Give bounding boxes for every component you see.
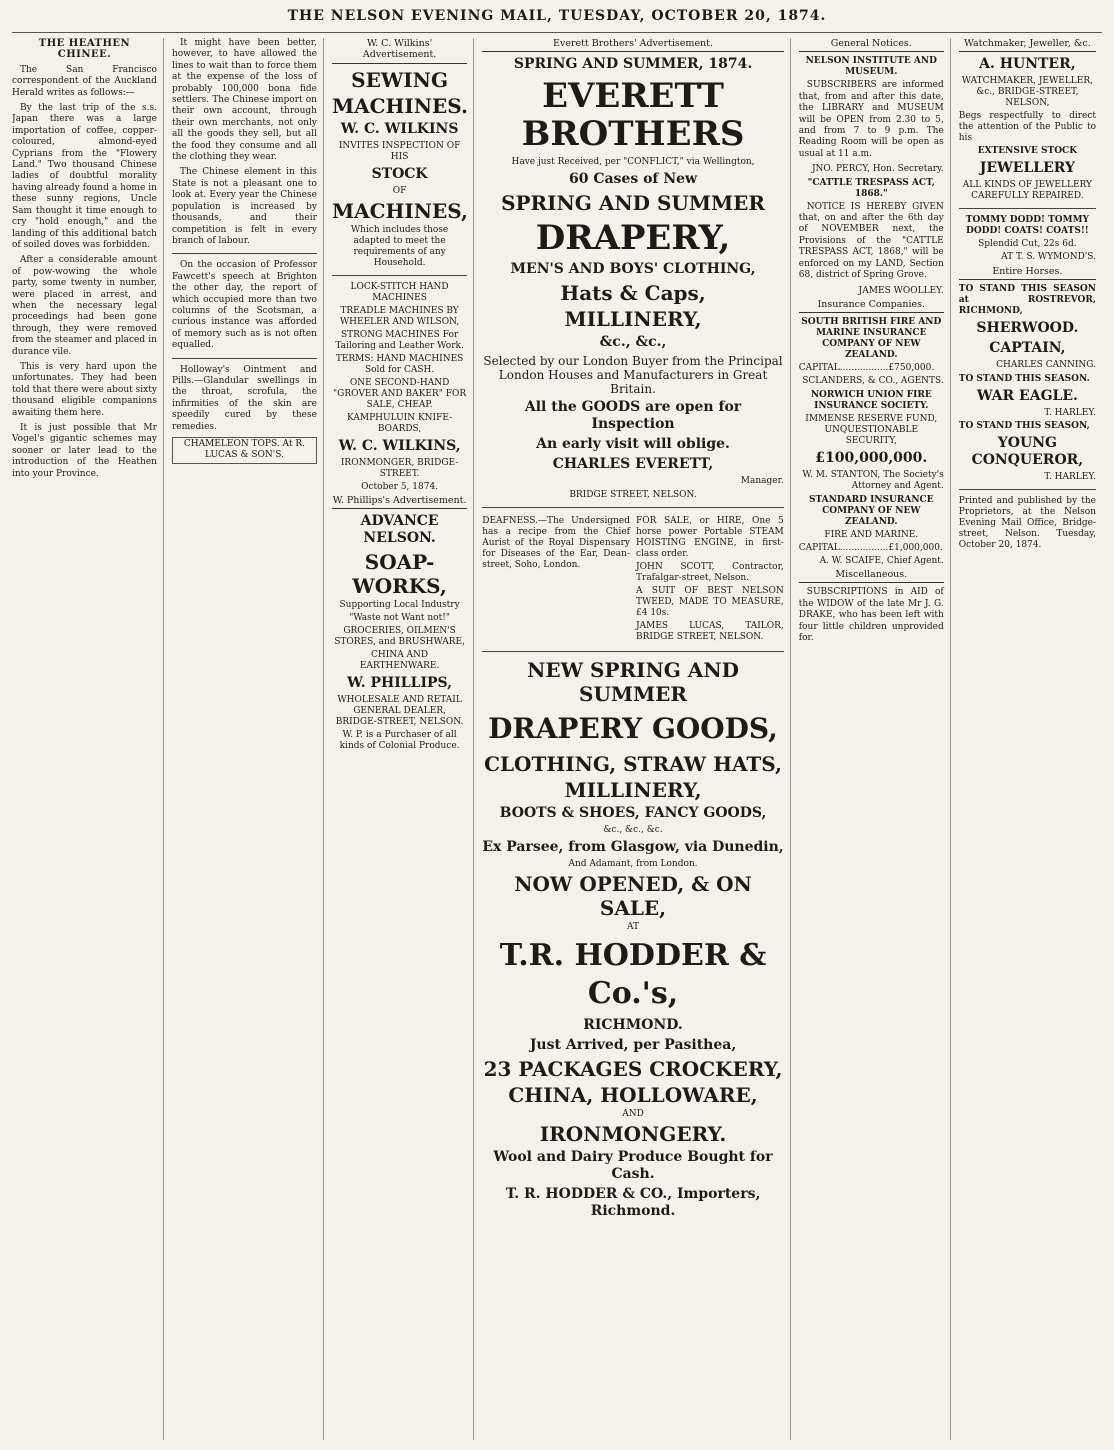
notice-signature: JAMES WOOLLEY.: [858, 285, 944, 296]
article-title: THE HEATHEN CHINEE.: [38, 38, 131, 61]
column-wilkins-phillips: [332, 38, 474, 1440]
ad-text: Wool and Dairy Produce Bought for Cash.: [493, 1148, 773, 1182]
ad-heading: TO STAND THIS SEASON.: [958, 373, 1090, 384]
ad-heading: JEWELLERY: [979, 160, 1075, 177]
ad-text: INVITES INSPECTION OF HIS: [338, 140, 461, 162]
notice-title: NELSON INSTITUTE AND MUSEUM.: [805, 56, 937, 78]
ad-heading: CHINA, HOLLOWARE,: [508, 1082, 758, 1107]
ad-text: Begs respectfully to direct the attention of the Public to his: [958, 111, 1096, 144]
ad-name: A. HUNTER,: [979, 56, 1076, 73]
ad-text: Have just Received, per "CONFLICT," via Wellington,: [511, 157, 755, 168]
ad-heading: 23 PACKAGES CROCKERY,: [483, 1056, 783, 1081]
notice-text: CAPITAL.................£750,000.: [798, 363, 935, 374]
article-paragraph: It is just possible that Mr Vogel's gigantic schemes may sooner or later lead to the introduction of the Heathen into your Province.: [12, 423, 157, 479]
notice-text: NOTICE IS HEREBY GIVEN that, on and after the 6th day of NOVEMBER next, the Provisions of the "CATTLE TRESPASS ACT, 1868," will be enforced on my LAND, Section 68, district of Spring Grove.: [798, 201, 944, 281]
ad-text: Ex Parsee, from Glasgow, via Dunedin,: [482, 838, 784, 855]
ad-heading: MEN'S AND BOYS' CLOTHING,: [510, 261, 756, 278]
ad-heading: RICHMOND.: [583, 1016, 683, 1033]
ad-text: AND: [622, 1108, 644, 1119]
notice-text: £100,000,000.: [815, 449, 928, 466]
ad-text: OF: [392, 185, 407, 196]
ad-text: JAMES LUCAS, TAILOR, BRIDGE STREET, NELSON.: [636, 620, 784, 642]
notice-title: NORWICH UNION FIRE INSURANCE SOCIETY.: [810, 389, 932, 411]
divider: [172, 358, 317, 359]
ad-text: Supporting Local Industry: [339, 600, 460, 611]
ad-text: "Waste not Want not!": [349, 613, 450, 624]
ad-heading: SOAP-WORKS,: [352, 550, 447, 599]
divider: [482, 507, 784, 508]
ad-text: Which includes those adapted to meet the requirements of any Household.: [350, 224, 449, 268]
ad-text: FOR SALE, or HIRE, One 5 horse power Portable STEAM HOISTING ENGINE, in first-class order.: [636, 515, 784, 559]
ad-heading: EXTENSIVE STOCK: [977, 146, 1078, 157]
ad-text: BRIDGE STREET, NELSON.: [569, 489, 697, 500]
ad-heading: NEW SPRING AND SUMMER: [527, 657, 739, 706]
article-paragraph: This is very hard upon the unfortunates. They had been told that there were about sixty thousand eligible companions awaiting them here.: [12, 361, 157, 418]
ad-heading: ADVANCE NELSON.: [360, 513, 439, 547]
ad-text: CHINA AND EARTHENWARE.: [359, 650, 440, 672]
ad-header: W. Phillips's Advertisement.: [332, 495, 467, 509]
notice-text: IMMENSE RESERVE FUND, UNQUESTIONABLE SECURITY,: [805, 413, 938, 446]
ad-text: &c., &c., &c.: [603, 824, 663, 835]
section-header: General Notices.: [799, 38, 944, 52]
ad-signature: Manager.: [740, 476, 784, 487]
ad-name: W. C. WILKINS: [340, 120, 459, 137]
section-header: Miscellaneous.: [799, 569, 944, 583]
ad-date: October 5, 1874.: [361, 481, 439, 492]
ad-heading: SPRING AND SUMMER: [501, 191, 765, 216]
ad-heading: MILLINERY,: [564, 777, 702, 802]
ad-heading: BOOTS & SHOES, FANCY GOODS,: [499, 804, 767, 821]
ad-text: GROCERIES, OILMEN'S STORES, and BRUSHWARE,: [334, 626, 465, 648]
article-paragraph: The Chinese element in this State is not a pleasant one to look at. Every year the Chinese population is increased by thousands, and their competition is felt in every branch of labour.: [171, 167, 317, 246]
footer-notice: CHAMELEON TOPS. At R. LUCAS & SON'S.: [172, 437, 317, 464]
ad-heading: STOCK: [371, 165, 428, 182]
ad-text: STRONG MACHINES For Tailoring and Leather Work.: [335, 329, 464, 351]
section-header: Entire Horses.: [959, 266, 1096, 280]
notice-signature: SCLANDERS, & CO., AGENTS.: [802, 376, 944, 387]
notice-title: "CATTLE TRESPASS ACT, 1868.": [807, 177, 935, 199]
section-header: Watchmaker, Jeweller, &c.: [959, 38, 1096, 52]
ad-heading: SPRING AND SUMMER, 1874.: [513, 56, 753, 73]
ad-text: &c., &c.,: [599, 334, 667, 351]
divider: [332, 275, 467, 276]
ad-heading: MACHINES.: [331, 93, 468, 118]
ad-text: ALL KINDS OF JEWELLERY CAREFULLY REPAIRED.: [962, 180, 1092, 202]
horse-name: CAPTAIN,: [989, 340, 1066, 357]
ad-name: W. C. WILKINS,: [338, 437, 461, 454]
ad-heading: EVERETT BROTHERS: [521, 76, 745, 155]
ad-text: All the GOODS are open for Inspection: [524, 399, 742, 433]
ad-text: AT: [627, 921, 640, 932]
section-header: Insurance Companies.: [799, 299, 944, 313]
horse-name: SHERWOOD.: [976, 320, 1079, 337]
article-paragraph: After a considerable amount of pow-wowing the whole party, some twenty in number, were placed in arrest, and when the necessary legal proceedings had been gone through, they were removed from the steamer and placed in durance vile.: [12, 255, 157, 357]
ad-text: DEAFNESS.—The Undersigned has a recipe from the Chief Aurist of the Royal Dispensary for Diseases of the Ear, Dean-street, Soho, London.: [482, 515, 631, 570]
ad-text: WHOLESALE AND RETAIL GENERAL DEALER, BRIDGE-STREET, NELSON.: [335, 695, 464, 728]
notice-title: SOUTH BRITISH FIRE AND MARINE INSURANCE COMPANY OF NEW ZEALAND.: [801, 317, 942, 361]
horse-name: WAR EAGLE.: [976, 387, 1078, 404]
ad-heading: DRAPERY GOODS,: [488, 711, 778, 745]
ad-text: Splendid Cut, 22s 6d.: [978, 239, 1077, 250]
notice-text: SUBSCRIBERS are informed that, from and after this date, the LIBRARY and MUSEUM will be OPEN from 2.30 to 5, and from 7 to 9 p.m. The Reading Room will be open as usual at 11 a.m.: [798, 80, 944, 159]
ad-text: Just Arrived, per Pasithea,: [529, 1036, 737, 1053]
ad-text: Selected by our London Buyer from the Principal London Houses and Manufacturers in Great Britain.: [483, 354, 783, 397]
notice-title: STANDARD INSURANCE COMPANY OF NEW ZEALAND.: [808, 494, 934, 527]
column-heathen-chinee: [12, 38, 164, 1440]
notice-signature: JNO. PERCY, Hon. Secretary.: [811, 164, 944, 175]
ad-heading: NOW OPENED, & ON SALE,: [514, 871, 752, 920]
imprint: Printed and published by the Proprietors, at the Nelson Evening Mail Office, Bridge-street, Nelson. Tuesday, October 20, 1874.: [958, 496, 1096, 551]
ad-text: LOCK-STITCH HAND MACHINES: [350, 281, 449, 303]
ad-text: TERMS: HAND MACHINES Sold for CASH.: [335, 353, 464, 375]
ad-heading: MACHINES,: [331, 198, 468, 223]
ad-name: CHARLES EVERETT,: [552, 456, 714, 473]
column-general-notices: [799, 38, 951, 1440]
ad-text: TREADLE MACHINES BY WHEELER AND WILSON,: [339, 305, 460, 327]
horse-name: YOUNG CONQUEROR,: [971, 435, 1084, 469]
ad-text: A SUIT OF BEST NELSON TWEED, MADE TO MEASURE, £4 10s.: [636, 585, 784, 618]
ad-signature: CHARLES CANNING.: [996, 360, 1096, 371]
ad-heading: MILLINERY,: [564, 307, 702, 332]
article-paragraph: It might have been better, however, to have allowed the lines to wait than to force them at the expense of the loss of probably 100,000 bona fide settlers. The Chinese import on their own account, through their own merchants, not only all the goods they sell, but all the food they consume and all the clothing they wear.: [171, 38, 317, 163]
ad-text: IRONMONGER, BRIDGE-STREET.: [340, 457, 459, 479]
ad-text: KAMPHULUIN KNIFE-BOARDS,: [347, 412, 453, 434]
ad-heading: DRAPERY,: [535, 218, 731, 259]
ad-text: An early visit will oblige.: [536, 436, 730, 453]
ad-heading: TOMMY DODD! TOMMY DODD! COATS! COATS!!: [965, 215, 1089, 237]
ad-text: WATCHMAKER, JEWELLER, &c., BRIDGE-STREET, NELSON,: [961, 76, 1093, 109]
ad-heading: TO STAND THIS SEASON at ROSTREVOR, RICHMOND,: [958, 284, 1096, 317]
divider: [482, 651, 784, 652]
ad-text: ONE SECOND-HAND "GROVER AND BAKER" FOR SALE, CHEAP.: [333, 377, 467, 410]
article-paragraph: Holloway's Ointment and Pills.—Glandular swellings in the throat, scrofula, the infirmities of the skin are speedily cured by these remedies.: [171, 364, 317, 432]
article-paragraph: On the occasion of Professor Fawcett's speech at Brighton the other day, the report of which occupied more than two columns of the Scotsman, a curious instance was afforded of memory such as is not often equalled.: [171, 260, 317, 351]
notice-text: SUBSCRIPTIONS in AID of the WIDOW of the late Mr J. G. DRAKE, who has been left with four little children unprovided for.: [798, 587, 944, 643]
column-everett-hodder: [482, 38, 791, 1440]
notice-text: CAPITAL.................£1,000,000.: [798, 542, 943, 553]
ad-heading: T.R. HODDER & Co.'s,: [499, 937, 767, 1011]
notice-signature: W. M. STANTON, The Society's Attorney and Agent.: [802, 469, 944, 492]
ad-text: W. P. is a Purchaser of all kinds of Colonial Produce.: [339, 730, 460, 752]
divider: [959, 208, 1096, 209]
ad-name: W. PHILLIPS,: [347, 675, 453, 692]
ad-heading: CLOTHING, STRAW HATS,: [484, 751, 782, 776]
article-intro: The San Francisco correspondent of the Auckland Herald writes as follows:—: [12, 64, 157, 98]
notice-text: FIRE AND MARINE.: [824, 529, 919, 540]
ad-signature: AT T. S. WYMOND'S.: [1001, 252, 1096, 263]
divider: [959, 489, 1096, 490]
ad-header: W. C. Wilkins' Advertisement.: [332, 38, 467, 64]
ad-heading: 60 Cases of New: [568, 171, 698, 188]
ad-heading: SEWING: [351, 67, 449, 92]
column-article-continued: [172, 38, 324, 1440]
column-watchmaker-horses: [959, 38, 1102, 1440]
article-paragraph: By the last trip of the s.s. Japan there was a large importation of coffee, copper-coloured, almond-eyed Cyprians from the "Flowery Land." Two thousand Chinese ladies of doubtful morality having already found a home in these sunny regions, Uncle Sam thought it time enough to cry "hold enough," and the landing of this additional batch of soiled doves was forbidden.: [12, 103, 157, 250]
masthead: THE NELSON EVENING MAIL, TUESDAY, OCTOBER 20, 1874.: [12, 8, 1102, 33]
divider: [172, 253, 317, 254]
ad-signature: T. R. HODDER & CO., Importers, Richmond.: [505, 1185, 761, 1219]
notice-block: [636, 514, 784, 645]
ad-heading: Hats & Caps,: [560, 281, 706, 306]
ad-signature: T. HARLEY.: [1044, 472, 1096, 483]
ad-signature: T. HARLEY.: [1044, 407, 1096, 418]
notice-block: [482, 514, 630, 645]
ad-heading: IRONMONGERY.: [539, 1121, 727, 1146]
ad-text: And Adamant, from London.: [568, 858, 698, 869]
ad-heading: TO STAND THIS SEASON,: [958, 421, 1090, 432]
ad-header: Everett Brothers' Advertisement.: [482, 38, 784, 52]
ad-text: JOHN SCOTT, Contractor, Trafalgar-street, Nelson.: [636, 561, 784, 583]
notice-signature: A. W. SCAIFE, Chief Agent.: [819, 555, 944, 566]
